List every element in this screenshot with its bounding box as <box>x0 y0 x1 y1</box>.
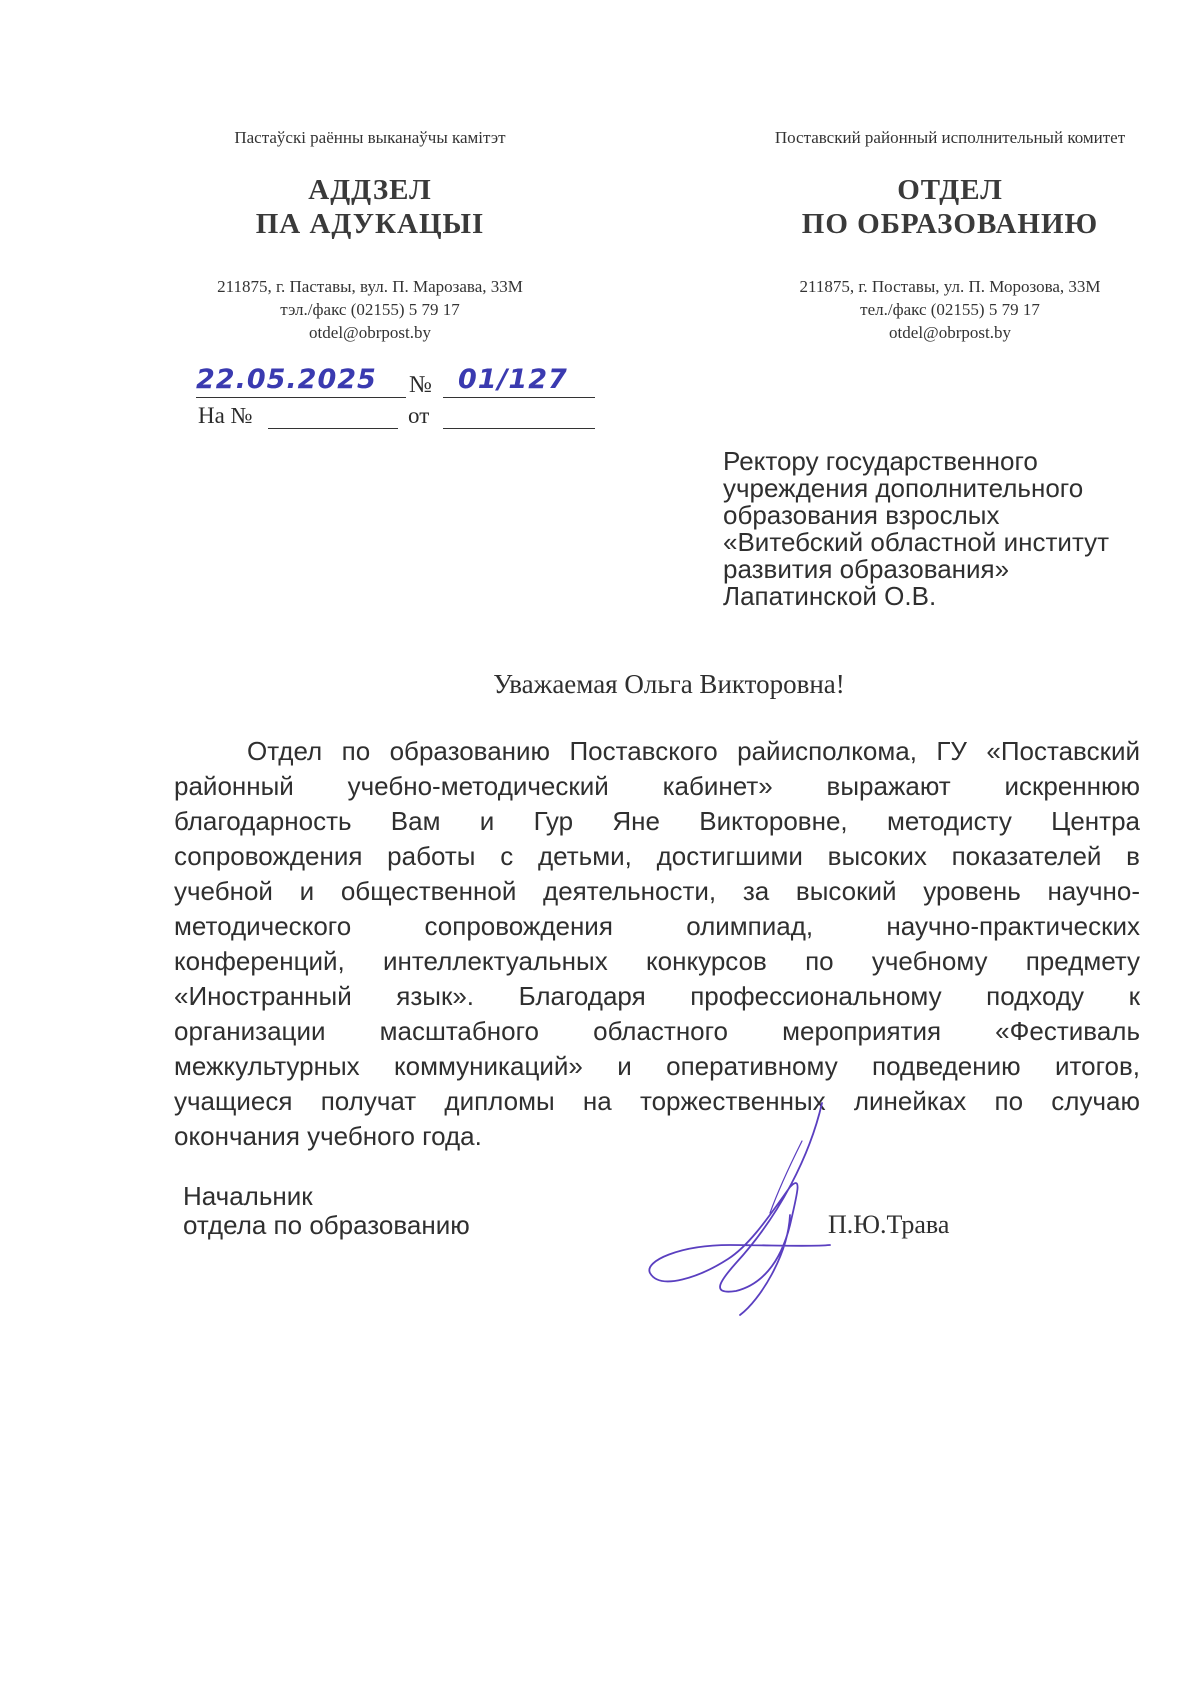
body-line: «Иностранный язык». Благодаря профессиональному подходу к <box>174 981 1140 1011</box>
body-line: учащиеся получат дипломы на торжественных линейках по случаю <box>174 1086 1140 1116</box>
registration-number-label: № <box>409 372 432 398</box>
body-line: межкультурных коммуникаций» и оперативному подведению итогов, <box>174 1051 1140 1081</box>
ref-from-label: от <box>408 403 430 428</box>
header-right-address: 211875, г. Поставы, ул. П. Морозова, 33М <box>799 277 1101 296</box>
header-left-address: 211875, г. Паставы, вул. П. Марозава, 33М <box>217 277 523 296</box>
recipient-line: учреждения дополнительного <box>723 473 1084 503</box>
signer-title-line1: Начальник <box>183 1181 313 1211</box>
header-left-dept-line2: ПА АДУКАЦЫІ <box>255 208 485 240</box>
signer-title-line2: отдела по образованию <box>183 1210 470 1240</box>
registration-date-underline <box>196 397 406 398</box>
greeting: Уважаемая Ольга Викторовна! <box>493 669 845 699</box>
body-line: благодарность Вам и Гур Яне Викторовне, методисту Центра <box>174 806 1140 836</box>
header-right-phone: тел./факс (02155) 5 79 17 <box>860 300 1040 319</box>
body-line: организации масштабного областного мероприятия «Фестиваль <box>174 1016 1140 1046</box>
ref-number-underline <box>268 428 398 429</box>
body-line: учебной и общественной деятельности, за высокий уровень научно- <box>174 876 1140 906</box>
header-left-dept-line1: АДДЗЕЛ <box>308 174 432 206</box>
recipient-line: «Витебский областной институт <box>723 527 1110 557</box>
header-right-email: otdel@obrpost.by <box>889 323 1011 342</box>
letter-body <box>174 734 1140 1154</box>
header-right-dept-line2: ПО ОБРАЗОВАНИЮ <box>801 208 1099 240</box>
recipient-line: образования взрослых <box>723 500 1000 530</box>
recipient-block <box>723 448 1163 610</box>
ref-from-underline <box>443 428 595 429</box>
body-line: конференций, интеллектуальных конкурсов по учебному предмету <box>174 946 1140 976</box>
signer-name: П.Ю.Трава <box>828 1210 950 1239</box>
body-line: методического сопровождения олимпиад, научно-практических <box>174 911 1140 941</box>
handwritten-signature <box>640 1095 900 1325</box>
recipient-line: Ректору государственного <box>723 446 1038 476</box>
header-right-committee: Поставский районный исполнительный комитет <box>774 128 1126 147</box>
body-line: окончания учебного года. <box>174 1121 482 1151</box>
recipient-line: Лапатинской О.В. <box>723 581 937 611</box>
body-line: районный учебно-методический кабинет» выражают искреннюю <box>174 771 1140 801</box>
header-left-committee: Пастаўскі раённы выканаўчы камітэт <box>234 128 506 147</box>
registration-number-underline <box>443 397 595 398</box>
registration-date: 22.05.2025 <box>196 364 377 395</box>
header-left-phone: тэл./факс (02155) 5 79 17 <box>280 300 460 319</box>
registration-number: 01/127 <box>458 364 568 395</box>
body-line: Отдел по образованию Поставского райисполкома, ГУ «Поставский <box>247 736 1140 766</box>
header-right-dept-line1: ОТДЕЛ <box>897 174 1003 206</box>
ref-number-label: На № <box>198 403 253 428</box>
signer-title <box>183 1182 470 1240</box>
body-line: сопровождения работы с детьми, достигшими высоких показателей в <box>174 841 1140 871</box>
recipient-line: развития образования» <box>723 554 1010 584</box>
header-left-email: otdel@obrpost.by <box>309 323 431 342</box>
